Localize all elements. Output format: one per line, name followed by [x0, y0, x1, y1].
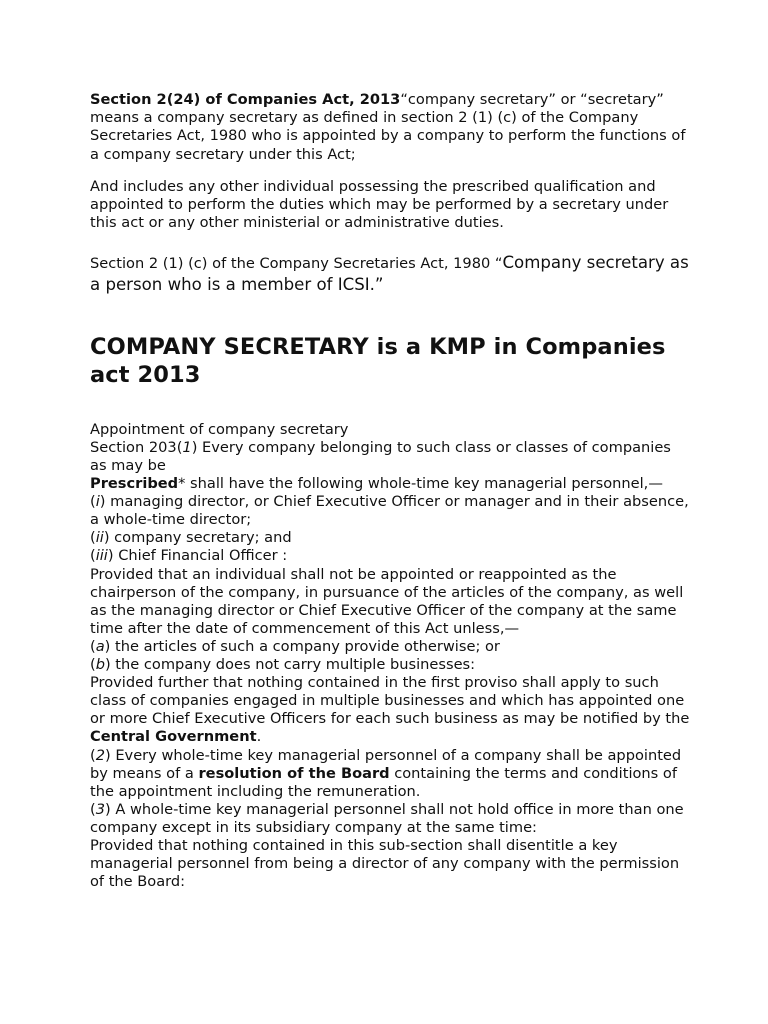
s2-open: ( [90, 746, 96, 764]
item-iii-num: iii [95, 547, 108, 565]
item-a-num: a [95, 637, 105, 655]
proviso-2-text: Provided further that nothing contained in the first proviso shall apply to such class of companies engaged in multiple businesses and which has appointed one or more Chief Executive Officers for each such business as may be notified by the [90, 674, 690, 728]
central-government-bold: Central Government [90, 728, 257, 746]
proviso-3: Provided that nothing contained in this sub-section shall disentitle a key managerial personnel from being a director of any company with the permission of the Board: [90, 836, 680, 891]
item-a-text: ) the articles of such a company provide otherwise; or [104, 637, 500, 655]
item-iii [90, 547, 690, 565]
proviso-2 [90, 674, 690, 746]
item-i-num: i [95, 493, 100, 511]
item-i [90, 493, 690, 529]
section-203-line [90, 439, 690, 475]
s3-text: ) A whole-time key managerial personnel shall not hold office in more than one company except in its subsidiary company at the same time: [90, 800, 684, 836]
section-203-body [90, 421, 690, 891]
prescribed-rest: * shall have the following whole-time key managerial personnel,— [178, 475, 663, 493]
section-heading: COMPANY SECRETARY is a KMP in Companies act 2013 [90, 333, 666, 388]
item-b [90, 656, 690, 674]
cs-act-paragraph [90, 252, 690, 294]
definition-text: “company secretary” or “secretary” means a company secretary as defined in section 2 (1) (c) of the Company Secretaries Act, 1980 who is appointed by a company to perform the functions of a company secretary under this Act; [90, 91, 686, 163]
s203-prefix: Section 203( [90, 438, 183, 456]
resolution-board-bold: resolution of the Board [198, 764, 390, 782]
item-iii-text: ) Chief Financial Officer : [107, 547, 288, 565]
item-b-num: b [95, 656, 105, 674]
definition-paragraph [90, 91, 690, 164]
s2-text: ) Every whole-time key managerial personnel of a company shall be appointed by means of a [90, 746, 682, 782]
item-a [90, 638, 690, 656]
appointment-title: Appointment of company secretary [90, 420, 349, 438]
cs-act-quote: Company secretary as a person who is a member of ICSI.” [90, 253, 689, 294]
prescribed-bold: Prescribed [90, 475, 179, 493]
s3-open: ( [90, 800, 96, 818]
proviso-2-end: . [256, 728, 262, 746]
s2-num: 2 [95, 746, 105, 764]
item-i-text: ) managing director, or Chief Executive Officer or manager and in their absence, a whole-time director; [90, 493, 689, 529]
subsection-3 [90, 801, 690, 837]
s203-num: 1 [182, 438, 192, 456]
proviso-1: Provided that an individual shall not be appointed or reappointed as the chairperson of the company, in pursuance of the articles of the company, as well as the managing director or Chief Executive Officer of the company at the same time after the date of commencement of this Act unless,— [90, 565, 684, 637]
item-ii [90, 529, 690, 547]
section-reference-bold: Section 2(24) of Companies Act, 2013 [90, 91, 401, 108]
item-ii-open: ( [90, 529, 96, 547]
item-ii-text: ) company secretary; and [103, 529, 292, 547]
s3-num: 3 [95, 800, 105, 818]
item-ii-num: ii [95, 529, 104, 547]
item-b-open: ( [90, 656, 96, 674]
item-b-text: ) the company does not carry multiple businesses: [104, 656, 476, 674]
item-iii-open: ( [90, 547, 96, 565]
item-i-open: ( [90, 493, 96, 511]
prescribed-line [90, 475, 690, 493]
inclusion-paragraph: And includes any other individual possessing the prescribed qualification and appointed to perform the duties which may be performed by a secretary under this act or any other ministerial or administrative duties. [90, 177, 669, 232]
s2-end: containing the terms and conditions of the appointment including the remuneration. [90, 764, 677, 800]
document-page [90, 91, 690, 891]
s203-suffix: ) Every company belonging to such class or classes of companies as may be [90, 438, 671, 475]
item-a-open: ( [90, 637, 96, 655]
subsection-2 [90, 747, 690, 801]
cs-act-text: Section 2 (1) (c) of the Company Secretaries Act, 1980 “ [90, 255, 503, 273]
